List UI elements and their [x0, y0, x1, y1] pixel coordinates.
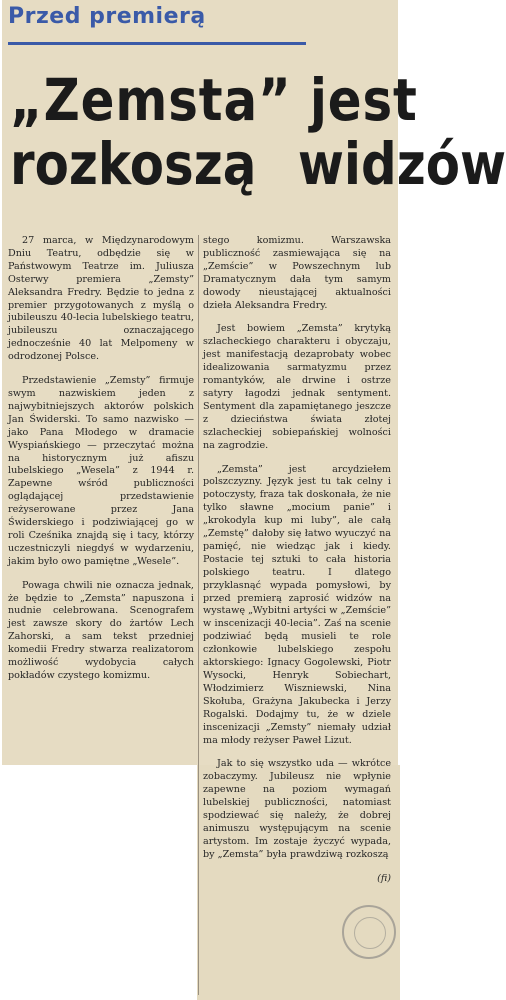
author-signature: (fi) — [377, 872, 391, 884]
stamp-inner-ring — [354, 917, 386, 949]
paragraph: Jak to się wszystko uda — wkrótce zobaczymy. Jubileusz nie wpłynie zapewne na poziom wymagań lubelskiej publiczności, natomiast spodziewać się należy, że dobrej animuszu występującym na scenie artystom. Im zostaje życzyć wypada, by „Zemsta” była prawdziwą rozkoszą — [203, 758, 391, 860]
paragraph: Jest bowiem „Zemsta” krytyką szlacheckiego charakteru i obyczaju, jest manifestacją dezaprobaty wobec idealizowania sarmatyzmu przez romantyków, ale drwine i ostrze satyry łagodzi jednak sentyment. Sentyment dla zapamiętanego jeszcze z dzieciństwa świata złotej szlacheckiej sobiepańskiej wolności na zagrodzie. — [203, 323, 391, 451]
paragraph: 27 marca, w Międzynarodowym Dniu Teatru, odbędzie się w Państwowym Teatrze im. Juliusza Osterwy premiera „Zemsty” Aleksandra Fredry. Będzie to jedna z premier przygotowanych z myślą o jubileuszu 40-lecia lubelskiego teatru, jubileuszu oznaczającego jednocześnie 40 lat Melpomeny w odrodzonej Polsce. — [8, 235, 194, 363]
paragraph: Powaga chwili nie oznacza jednak, że będzie to „Zemsta” napuszona i nudnie celebrowana. Scenografem jest zawsze skory do żartów Lech Zahorski, a sam tekst przedniej komedii Fredry stwarza realizatorom możliwość wydobycia całych pokładów czystego komizmu. — [8, 579, 194, 681]
section-label: Przed premierą — [8, 4, 206, 29]
section-rule — [8, 42, 306, 45]
archive-stamp — [342, 905, 396, 959]
paragraph: stego komizmu. Warszawska publiczność zasmiewająca się na „Zemście” w Powszechnym lub Dramatycznym dała tym samym dowody nieustającej aktualności dzieła Aleksandra Fredry. — [203, 235, 391, 311]
headline — [10, 66, 506, 198]
column-divider — [198, 235, 199, 995]
article-column-left — [8, 235, 194, 694]
headline-line-1: „Zemsta” jest — [10, 66, 418, 134]
paragraph: „Zemsta” jest arcydziełem polszczyzny. Język jest tu tak celny i potoczysty, fraza tak doskonała, że nie tylko sławne „mocium panie” i „krokodyla kup mi luby”, ale całą „Zemstę” dałoby się łatwo wyuczyć na pamięć, nie wiedząc jak i kiedy. Postacie tej sztuki to cała historia polskiego teatru. I dlatego przyklasnąć wypada pomysłowi, by przed premierą zaprosić widzów na wystawę „Wybitni artyści w „Zemście” w inscenizacji 40-lecia”. Zaś na scenie podziwiać będą musieli te role członkowie lubelskiego zespołu aktorskiego: Ignacy Gogolewski, Piotr Wysocki, Henryk Sobiechart, Włodzimierz Wiszniewski, Nina Skołuba, Grażyna Jakubecka i Jerzy Rogalski. Dodajmy tu, że w dziele inscenizacji „Zemsty” niemały udział ma młody reżyser Paweł Lizut. — [203, 463, 391, 746]
headline-line-2: rozkoszą widzów — [10, 130, 506, 198]
paragraph: Przedstawienie „Zemsty” firmuje swym nazwiskiem jeden z najwybitniejszych aktorów polskich Jan Świderski. To samo nazwisko — jako Pana Młodego w dramacie Wyspiańskiego — przeczytać można na historycznym już afiszu lubelskiego „Wesela” z 1944 r. Zapewne wśród publiczności oglądającej przedstawienie reżyserowane przez Jana Świderskiego i podziwiającej go w roli Cześnika znajdą się i tacy, którzy uczestniczyli niegdyś w wydarzeniu, jakim było owo pamiętne „Wesele”. — [8, 375, 194, 567]
article-column-right — [203, 235, 391, 886]
